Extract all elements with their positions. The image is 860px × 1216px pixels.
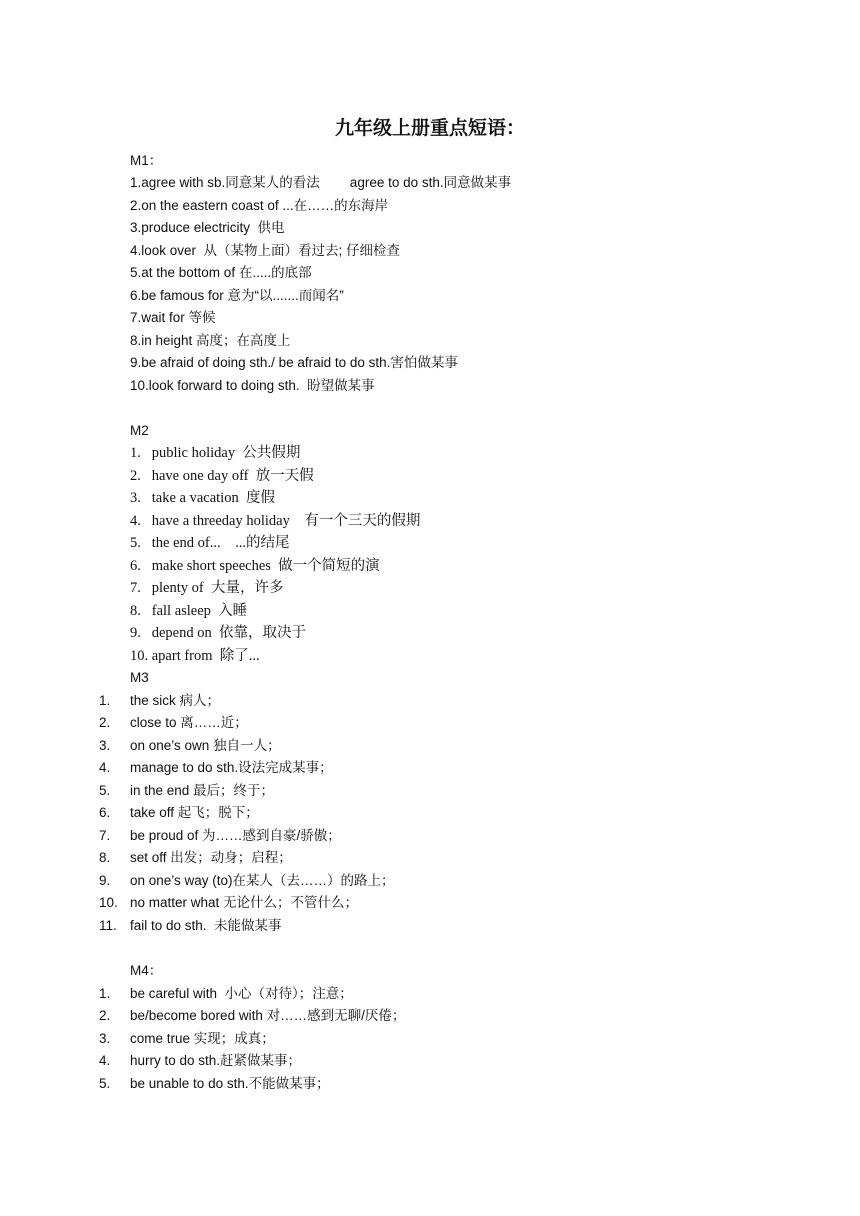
m3-item: in the end 最后；终于； [130, 783, 275, 798]
m3-item-number: 4. [99, 760, 111, 775]
m3-item-number: 1. [99, 693, 111, 708]
m3-item: the sick 病人； [130, 693, 221, 708]
m2-item: 6. make short speeches 做一个简短的演 [130, 558, 380, 574]
m4-item: come true 实现；成真； [130, 1031, 275, 1046]
m3-item: no matter what 无论什么；不管什么； [130, 895, 359, 910]
m3-item: manage to do sth.设法完成某事； [130, 760, 333, 775]
m4-item-number: 2. [99, 1008, 111, 1023]
m3-item: close to 离……近； [130, 715, 248, 730]
m4-item-number: 5. [99, 1076, 111, 1091]
m4-item-number: 1. [99, 986, 111, 1001]
m1-item: 3.produce electricity 供电 [130, 220, 285, 235]
m2-item: 3. take a vacation 度假 [130, 490, 275, 506]
m2-item: 4. have a threeday holiday 有一个三天的假期 [130, 513, 421, 529]
m2-item: 10. apart from 除了... [130, 648, 260, 664]
m1-item: 1.agree with sb.同意某人的看法 agree to do sth.同意做某事 [130, 175, 512, 190]
m2-item: 1. public holiday 公共假期 [130, 445, 301, 461]
m3-item-number: 2. [99, 715, 111, 730]
m3-item-number: 8. [99, 850, 111, 865]
m3-item-number: 7. [99, 828, 111, 843]
m1-item: 6.be famous for 意为“以.......而闻名” [130, 288, 344, 303]
m3-item: on one’s own 独自一人； [130, 738, 281, 753]
m4-item: be careful with 小心（对待）；注意； [130, 986, 353, 1001]
m1-item: 8.in height 高度；在高度上 [130, 333, 291, 348]
m3-item-number: 6. [99, 805, 111, 820]
m3-item: fail to do sth. 未能做某事 [130, 918, 282, 933]
m4-item-number: 4. [99, 1053, 111, 1068]
document-title: 九年级上册重点短语： [334, 117, 525, 139]
m3-item: take off 起飞；脱下； [130, 805, 259, 820]
m4-item-number: 3. [99, 1031, 111, 1046]
m2-item: 5. the end of... ...的结尾 [130, 535, 290, 551]
m3-item-number: 3. [99, 738, 111, 753]
m2-heading: M2 [130, 423, 149, 438]
m3-item: on one’s way (to)在某人（去……）的路上； [130, 873, 395, 888]
m1-item: 7.wait for 等候 [130, 310, 216, 325]
m1-item: 5.at the bottom of 在.....的底部 [130, 265, 312, 280]
m3-item-number: 9. [99, 873, 111, 888]
m1-heading: M1： [130, 153, 163, 168]
m1-item: 9.be afraid of doing sth./ be afraid to do sth.害怕做某事 [130, 355, 458, 370]
m3-item-number: 5. [99, 783, 111, 798]
m4-item: be unable to do sth.不能做某事； [130, 1076, 330, 1091]
m2-item: 8. fall asleep 入睡 [130, 603, 248, 619]
m3-heading: M3 [130, 670, 149, 685]
m4-item: be/become bored with 对……感到无聊/厌倦； [130, 1008, 406, 1023]
m3-item: set off 出发；动身；启程； [130, 850, 292, 865]
m4-heading: M4： [130, 963, 163, 978]
m2-item: 9. depend on 依靠，取决于 [130, 625, 306, 641]
m1-item: 10.look forward to doing sth. 盼望做某事 [130, 378, 375, 393]
m1-item: 2.on the eastern coast of ...在……的东海岸 [130, 198, 389, 213]
m3-item-number: 10. [99, 895, 118, 910]
m3-item: be proud of 为……感到自豪/骄傲； [130, 828, 341, 843]
m3-item-number: 11. [99, 918, 117, 933]
m4-item: hurry to do sth.赶紧做某事； [130, 1053, 302, 1068]
m2-item: 2. have one day off 放一天假 [130, 468, 314, 484]
m2-item: 7. plenty of 大量，许多 [130, 580, 284, 596]
m1-item: 4.look over 从（某物上面）看过去; 仔细检查 [130, 243, 401, 258]
